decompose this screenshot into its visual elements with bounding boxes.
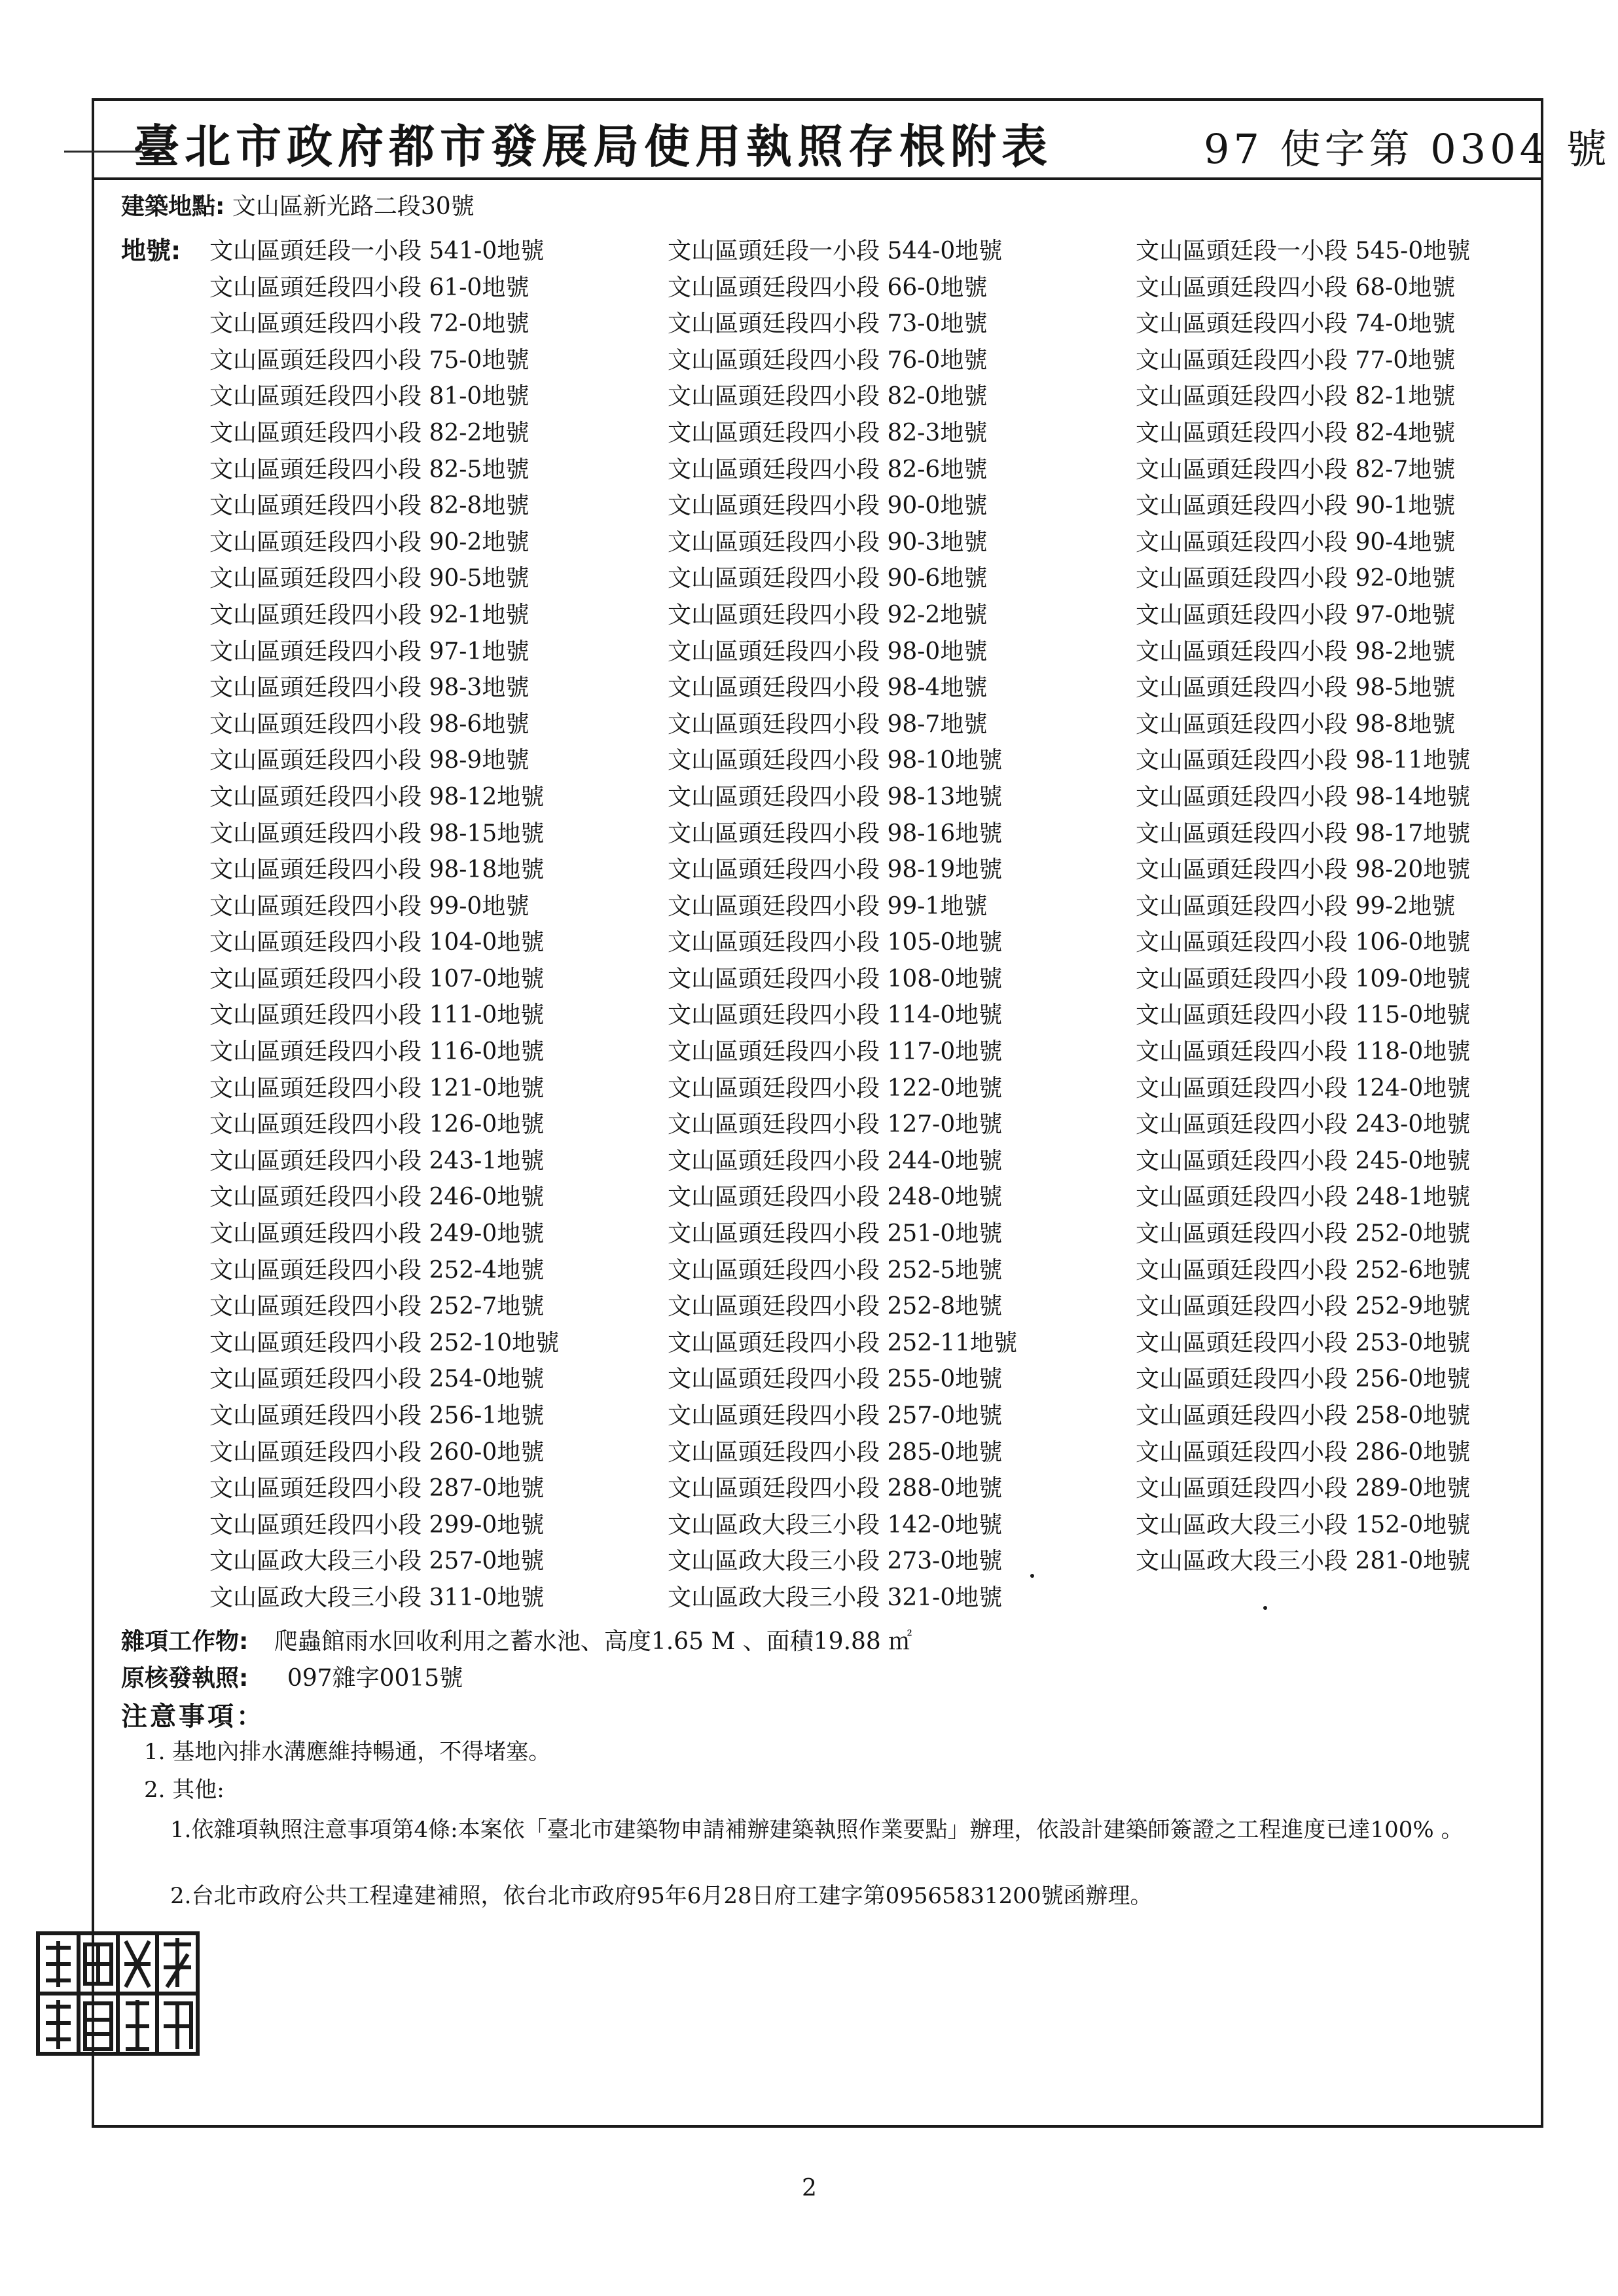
parcel-list-item: 文山區頭廷段四小段 72-0地號 (209, 310, 530, 338)
parcel-list-item: 文山區頭廷段四小段 82-7地號 (1136, 456, 1456, 483)
parcel-list-item: 文山區頭廷段四小段 252-9地號 (1136, 1293, 1471, 1321)
parcel-list-item: 文山區頭廷段四小段 287-0地號 (209, 1475, 545, 1503)
original-permit-row (121, 1663, 463, 1694)
parcel-list-item: 文山區頭廷段四小段 90-1地號 (1136, 492, 1456, 520)
stray-dot (1030, 1574, 1034, 1578)
parcel-list-item: 文山區頭廷段四小段 98-11地號 (1136, 747, 1471, 774)
note-item-2: 2. 其他: (144, 1777, 225, 1803)
parcel-list-item: 文山區政大段三小段 321-0地號 (668, 1584, 1003, 1611)
parcel-list-item: 文山區頭廷段四小段 246-0地號 (209, 1184, 545, 1211)
parcel-list-item: 文山區頭廷段四小段 289-0地號 (1136, 1475, 1471, 1503)
parcel-list-item: 文山區頭廷段四小段 117-0地號 (668, 1038, 1003, 1066)
parcel-list-item: 文山區頭廷段四小段 68-0地號 (1136, 274, 1456, 301)
parcel-list-item: 文山區頭廷段四小段 98-4地號 (668, 674, 988, 702)
parcel-list-item: 文山區頭廷段四小段 114-0地號 (668, 1002, 1003, 1029)
parcel-list-item: 文山區頭廷段四小段 98-14地號 (1136, 783, 1471, 811)
parcel-list-item: 文山區頭廷段四小段 77-0地號 (1136, 346, 1456, 374)
parcel-list-item: 文山區頭廷段四小段 252-4地號 (209, 1256, 545, 1284)
parcel-list-item: 文山區頭廷段四小段 90-5地號 (209, 565, 530, 592)
document-title: 臺北市政府都市發展局使用執照存根附表 (134, 119, 1052, 173)
parcel-list-item: 文山區頭廷段四小段 99-1地號 (668, 892, 988, 920)
parcel-list-item: 文山區頭廷段四小段 252-10地號 (209, 1329, 560, 1357)
parcel-list-item: 文山區頭廷段四小段 90-6地號 (668, 565, 988, 592)
parcel-list-item: 文山區頭廷段四小段 66-0地號 (668, 274, 988, 301)
parcel-list-item: 文山區政大段三小段 152-0地號 (1136, 1511, 1471, 1539)
page-number: 2 (802, 2175, 817, 2202)
parcel-list-item: 文山區頭廷段四小段 111-0地號 (209, 1002, 545, 1029)
parcel-list-item: 文山區頭廷段四小段 285-0地號 (668, 1438, 1003, 1466)
parcel-list-item: 文山區頭廷段四小段 256-0地號 (1136, 1366, 1471, 1393)
misc-works-row (121, 1626, 912, 1658)
parcel-list-item: 文山區頭廷段四小段 61-0地號 (209, 274, 530, 301)
parcel-list-item: 文山區頭廷段四小段 90-3地號 (668, 528, 988, 556)
parcel-list-item: 文山區頭廷段四小段 82-5地號 (209, 456, 530, 483)
parcel-list-item: 文山區頭廷段四小段 243-1地號 (209, 1147, 545, 1175)
parcel-list-item: 文山區頭廷段四小段 75-0地號 (209, 346, 530, 374)
parcel-list-item: 文山區頭廷段四小段 243-0地號 (1136, 1111, 1471, 1139)
parcel-list-item: 文山區頭廷段四小段 74-0地號 (1136, 310, 1456, 338)
parcel-list-item: 文山區頭廷段四小段 92-2地號 (668, 601, 988, 629)
parcel-list-item: 文山區頭廷段四小段 118-0地號 (1136, 1038, 1471, 1066)
parcel-list-item: 文山區頭廷段四小段 251-0地號 (668, 1220, 1003, 1248)
title-row (94, 98, 1611, 180)
parcel-list-item: 文山區頭廷段四小段 252-11地號 (668, 1329, 1018, 1357)
parcel-list-item: 文山區政大段三小段 142-0地號 (668, 1511, 1003, 1539)
parcel-list-item: 文山區頭廷段四小段 98-12地號 (209, 783, 545, 811)
site-address-row (121, 191, 475, 223)
parcel-list-item: 文山區頭廷段四小段 82-6地號 (668, 456, 988, 483)
parcel-list-item: 文山區頭廷段四小段 122-0地號 (668, 1074, 1003, 1102)
parcel-list-item: 文山區政大段三小段 257-0地號 (209, 1548, 545, 1575)
parcel-list-item: 文山區頭廷段四小段 90-0地號 (668, 492, 988, 520)
parcel-list-item: 文山區頭廷段四小段 252-6地號 (1136, 1256, 1471, 1284)
parcel-list-item: 文山區頭廷段四小段 253-0地號 (1136, 1329, 1471, 1357)
parcel-list-item: 文山區頭廷段四小段 252-5地號 (668, 1256, 1003, 1284)
parcel-list-item: 文山區頭廷段一小段 545-0地號 (1136, 238, 1471, 264)
parcel-list-item: 文山區頭廷段四小段 252-8地號 (668, 1293, 1003, 1321)
parcel-column-1 (209, 233, 681, 1616)
permit-number: 97 使字第 0304 號 (1204, 125, 1611, 173)
parcel-list-item: 文山區頭廷段四小段 248-1地號 (1136, 1184, 1471, 1211)
parcel-list-item: 文山區頭廷段四小段 98-2地號 (1136, 638, 1456, 665)
parcel-list-item: 文山區頭廷段四小段 99-2地號 (1136, 892, 1456, 920)
parcel-list-item: 文山區頭廷段四小段 82-3地號 (668, 419, 988, 446)
parcel-list-item: 文山區頭廷段四小段 90-4地號 (1136, 528, 1456, 556)
parcel-list-item: 文山區頭廷段四小段 92-1地號 (209, 601, 530, 629)
parcel-list-item: 文山區頭廷段四小段 73-0地號 (668, 310, 988, 338)
parcel-list-item: 文山區頭廷段四小段 299-0地號 (209, 1511, 545, 1539)
parcel-list-item: 文山區頭廷段四小段 258-0地號 (1136, 1402, 1471, 1429)
parcel-list-item: 文山區頭廷段四小段 126-0地號 (209, 1111, 545, 1139)
parcel-list-item: 文山區頭廷段四小段 255-0地號 (668, 1366, 1003, 1393)
parcel-list-item: 文山區頭廷段四小段 82-8地號 (209, 492, 530, 520)
parcel-list-item: 文山區頭廷段四小段 116-0地號 (209, 1038, 545, 1066)
parcel-list-item: 文山區頭廷段四小段 99-0地號 (209, 892, 530, 920)
parcel-list-item: 文山區頭廷段四小段 98-17地號 (1136, 820, 1471, 847)
parcel-list-item: 文山區頭廷段四小段 82-2地號 (209, 419, 530, 446)
parcel-list-item: 文山區頭廷段四小段 98-0地號 (668, 638, 988, 665)
parcel-list-item: 文山區頭廷段四小段 98-18地號 (209, 856, 545, 884)
note-sub-item-2: 2.台北市政府公共工程違建補照，依台北市政府95年6月28日府工建字第09565831200號函辦理。 (170, 1883, 1153, 1909)
parcel-list-item: 文山區頭廷段四小段 248-0地號 (668, 1184, 1003, 1211)
parcel-list-item: 文山區頭廷段四小段 98-13地號 (668, 783, 1003, 811)
parcel-list-item: 文山區政大段三小段 273-0地號 (668, 1548, 1003, 1575)
notes-title: 注意事項： (121, 1702, 265, 1732)
parcel-list-item: 文山區頭廷段四小段 98-7地號 (668, 710, 988, 738)
parcel-list-item: 文山區頭廷段四小段 97-1地號 (209, 638, 530, 665)
parcel-list-item: 文山區頭廷段四小段 245-0地號 (1136, 1147, 1471, 1175)
misc-works-value: 爬蟲館雨水回收利用之蓄水池、高度1.65 M 、面積19.88 ㎡ (274, 1628, 912, 1655)
parcel-list-item: 文山區頭廷段四小段 244-0地號 (668, 1147, 1003, 1175)
parcel-list-item: 文山區頭廷段四小段 127-0地號 (668, 1111, 1003, 1139)
parcel-list-item: 文山區頭廷段四小段 82-1地號 (1136, 383, 1456, 410)
parcel-list-item: 文山區頭廷段四小段 97-0地號 (1136, 601, 1456, 629)
parcel-list-item: 文山區頭廷段四小段 90-2地號 (209, 528, 530, 556)
parcel-list-item: 文山區頭廷段四小段 82-0地號 (668, 383, 988, 410)
parcel-list-item: 文山區頭廷段四小段 81-0地號 (209, 383, 530, 410)
parcel-list-item: 文山區頭廷段四小段 286-0地號 (1136, 1438, 1471, 1466)
parcel-list-item: 文山區頭廷段四小段 107-0地號 (209, 965, 545, 993)
official-seal (33, 1928, 203, 2059)
parcel-list-item: 文山區頭廷段四小段 108-0地號 (668, 965, 1003, 993)
parcel-list-item: 文山區頭廷段四小段 121-0地號 (209, 1074, 545, 1102)
parcel-list-item: 文山區頭廷段四小段 104-0地號 (209, 929, 545, 957)
parcel-list-item: 文山區頭廷段四小段 105-0地號 (668, 929, 1003, 957)
parcel-list-item: 文山區頭廷段四小段 98-19地號 (668, 856, 1003, 884)
parcel-column-3 (1136, 233, 1607, 1580)
parcel-list-item: 文山區頭廷段四小段 109-0地號 (1136, 965, 1471, 993)
parcel-list-item: 文山區頭廷段四小段 82-4地號 (1136, 419, 1456, 446)
parcel-list-item: 文山區頭廷段四小段 98-3地號 (209, 674, 530, 702)
original-permit-label: 原核發執照: (121, 1665, 249, 1692)
parcel-list-item: 文山區頭廷段四小段 98-10地號 (668, 747, 1003, 774)
parcel-list-item: 文山區頭廷段四小段 260-0地號 (209, 1438, 545, 1466)
parcel-list-item: 文山區頭廷段四小段 254-0地號 (209, 1366, 545, 1393)
parcel-list-item: 文山區頭廷段四小段 76-0地號 (668, 346, 988, 374)
parcel-list-item: 文山區頭廷段四小段 288-0地號 (668, 1475, 1003, 1503)
parcel-list-item: 文山區政大段三小段 311-0地號 (209, 1584, 545, 1611)
parcel-list-item: 文山區頭廷段四小段 98-6地號 (209, 710, 530, 738)
original-permit-value: 097雜字0015號 (287, 1665, 463, 1692)
parcel-list-item: 文山區頭廷段四小段 124-0地號 (1136, 1074, 1471, 1102)
parcel-list-item: 文山區頭廷段四小段 256-1地號 (209, 1402, 545, 1429)
parcel-list-item: 文山區頭廷段四小段 98-16地號 (668, 820, 1003, 847)
site-label: 建築地點: (121, 193, 225, 220)
parcel-list-item: 文山區頭廷段四小段 252-0地號 (1136, 1220, 1471, 1248)
note-sub-item-1: 1.依雜項執照注意事項第4條:本案依「臺北市建築物申請補辦建築執照作業要點」辦理，依設計建築師簽證之工程進度已達100% 。 (170, 1817, 1464, 1843)
parcel-list-item: 文山區頭廷段四小段 106-0地號 (1136, 929, 1471, 957)
parcel-list-item: 文山區政大段三小段 281-0地號 (1136, 1548, 1471, 1575)
parcel-list-item: 文山區頭廷段四小段 98-8地號 (1136, 710, 1456, 738)
parcel-list-item: 文山區頭廷段四小段 252-7地號 (209, 1293, 545, 1321)
parcel-column-2 (668, 233, 1139, 1616)
parcel-list-item: 文山區頭廷段一小段 541-0地號 (209, 238, 545, 264)
parcel-list-item: 文山區頭廷段一小段 544-0地號 (668, 238, 1003, 264)
misc-works-label: 雜項工作物: (121, 1628, 249, 1655)
parcel-list-item: 文山區頭廷段四小段 249-0地號 (209, 1220, 545, 1248)
parcel-list-item: 文山區頭廷段四小段 115-0地號 (1136, 1002, 1471, 1029)
parcel-list-item: 文山區頭廷段四小段 98-9地號 (209, 747, 530, 774)
note-item-1: 1. 基地內排水溝應維持暢通，不得堵塞。 (144, 1739, 551, 1765)
parcel-list-item: 文山區頭廷段四小段 98-5地號 (1136, 674, 1456, 702)
stray-dot (1263, 1606, 1267, 1610)
parcel-list-item: 文山區頭廷段四小段 92-0地號 (1136, 565, 1456, 592)
parcel-list-item: 文山區頭廷段四小段 257-0地號 (668, 1402, 1003, 1429)
site-address: 文山區新光路二段30號 (232, 193, 475, 220)
parcel-list-item: 文山區頭廷段四小段 98-20地號 (1136, 856, 1471, 884)
parcel-list-item: 文山區頭廷段四小段 98-15地號 (209, 820, 545, 847)
parcels-label: 地號: (121, 236, 181, 265)
